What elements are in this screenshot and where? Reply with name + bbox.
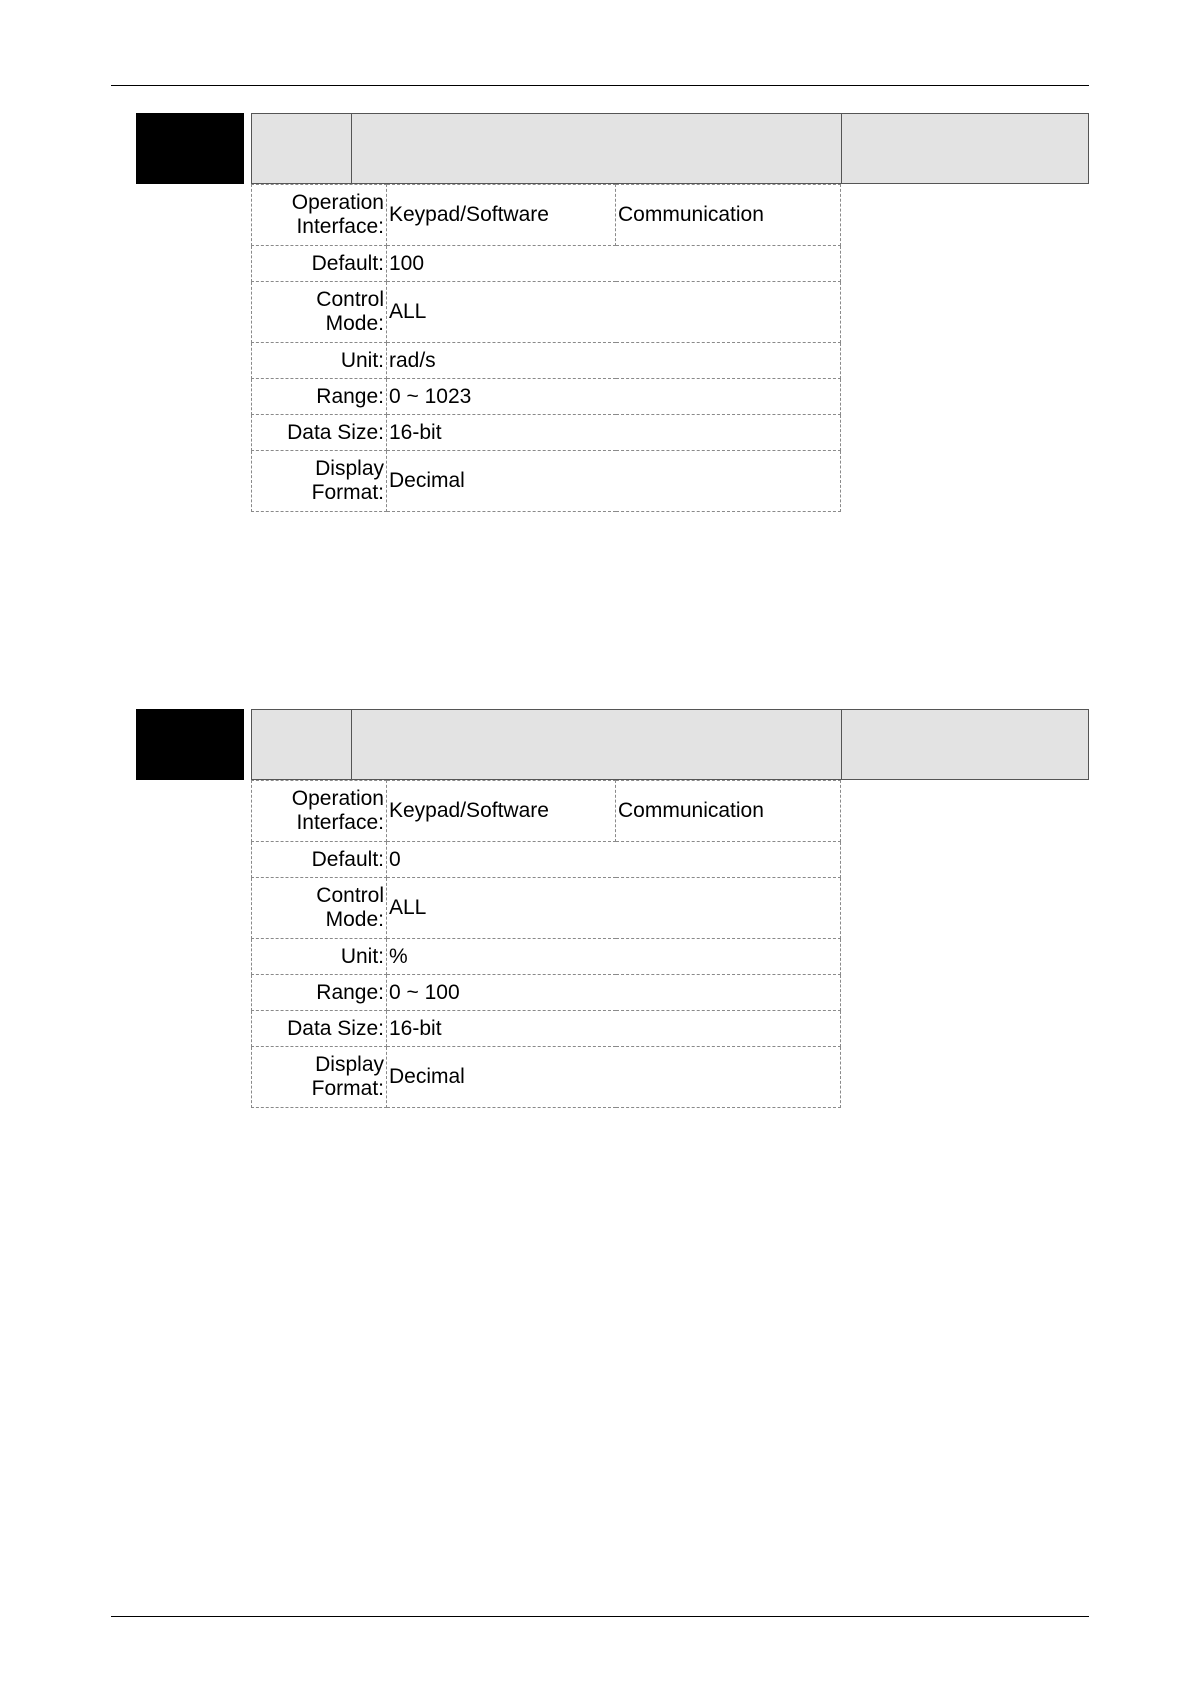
range-value: 0 ~ 100: [387, 975, 841, 1011]
table-row: [252, 246, 841, 282]
table-row: [252, 379, 841, 415]
default-label: Default:: [252, 842, 387, 878]
control-mode-value: ALL: [387, 282, 841, 343]
table-row: [252, 343, 841, 379]
operation-interface-keypad: Keypad/Software: [387, 781, 616, 842]
header-divider: [841, 114, 842, 183]
operation-interface-communication: Communication: [616, 781, 841, 842]
unit-label: Unit:: [252, 939, 387, 975]
control-mode-value: ALL: [387, 878, 841, 939]
parameter-properties-table: [251, 184, 841, 512]
control-mode-label: Control Mode:: [252, 282, 387, 343]
parameter-code-box: [136, 709, 244, 780]
parameter-header: [251, 113, 1089, 184]
parameter-code-box: [136, 113, 244, 184]
parameter-header: [251, 709, 1089, 780]
default-label: Default:: [252, 246, 387, 282]
table-row: [252, 1011, 841, 1047]
control-mode-label: Control Mode:: [252, 878, 387, 939]
unit-value: %: [387, 939, 841, 975]
header-divider: [351, 114, 352, 183]
data-size-label: Data Size:: [252, 415, 387, 451]
table-row: [252, 878, 841, 939]
table-row: [252, 939, 841, 975]
table-row: [252, 975, 841, 1011]
header-divider: [351, 710, 352, 779]
table-row: [252, 185, 841, 246]
table-row: [252, 842, 841, 878]
range-label: Range:: [252, 975, 387, 1011]
unit-label: Unit:: [252, 343, 387, 379]
data-size-value: 16-bit: [387, 1011, 841, 1047]
table-row: [252, 451, 841, 512]
range-value: 0 ~ 1023: [387, 379, 841, 415]
table-row: [252, 781, 841, 842]
default-value: 100: [387, 246, 841, 282]
data-size-value: 16-bit: [387, 415, 841, 451]
display-format-value: Decimal: [387, 1047, 841, 1108]
display-format-value: Decimal: [387, 451, 841, 512]
operation-interface-label: Operation Interface:: [252, 781, 387, 842]
header-divider: [841, 710, 842, 779]
operation-interface-communication: Communication: [616, 185, 841, 246]
parameter-properties-table: [251, 780, 841, 1108]
table-row: [252, 282, 841, 343]
table-row: [252, 415, 841, 451]
header-rule: [111, 85, 1089, 86]
display-format-label: Display Format:: [252, 1047, 387, 1108]
default-value: 0: [387, 842, 841, 878]
operation-interface-label: Operation Interface:: [252, 185, 387, 246]
footer-rule: [111, 1616, 1089, 1617]
parameter-block-2: [0, 709, 1190, 1119]
operation-interface-keypad: Keypad/Software: [387, 185, 616, 246]
range-label: Range:: [252, 379, 387, 415]
data-size-label: Data Size:: [252, 1011, 387, 1047]
table-row: [252, 1047, 841, 1108]
parameter-block-1: [0, 113, 1190, 523]
display-format-label: Display Format:: [252, 451, 387, 512]
unit-value: rad/s: [387, 343, 841, 379]
